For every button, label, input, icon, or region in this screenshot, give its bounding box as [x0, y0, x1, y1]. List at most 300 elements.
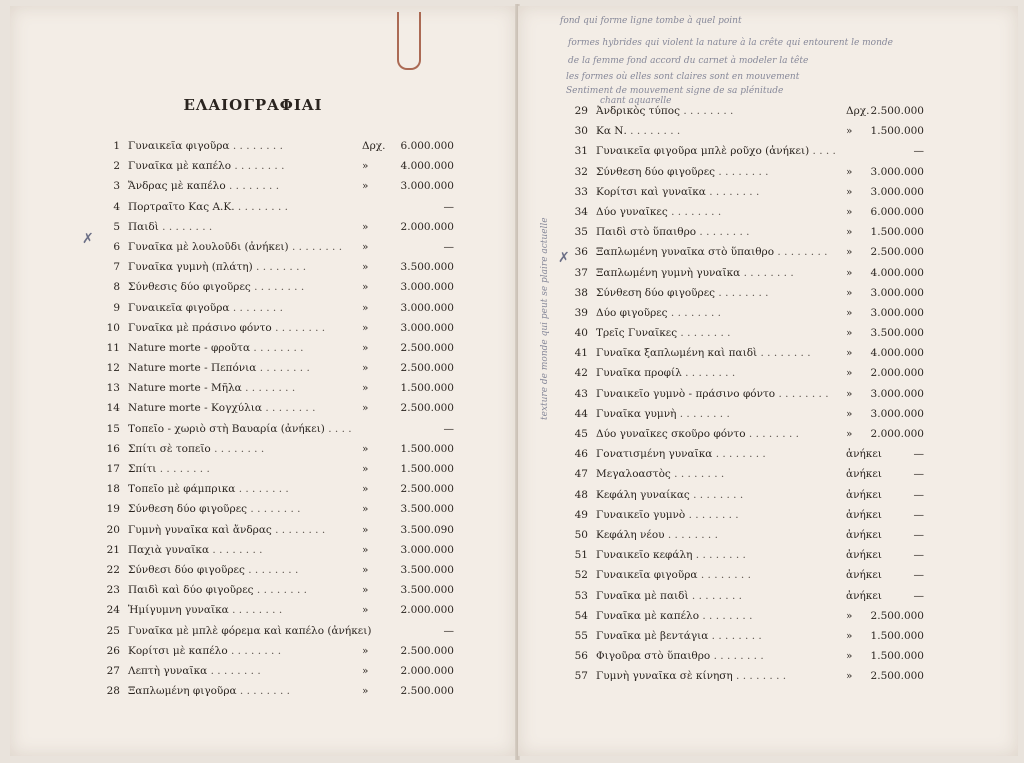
item-title: [128, 398, 315, 418]
item-number: 36: [574, 246, 588, 259]
item-title: [596, 363, 735, 383]
item-title: [596, 242, 827, 262]
leader-dots: . . . . . . . .: [715, 165, 769, 178]
item-number: 44: [574, 407, 588, 420]
item-title: [596, 646, 764, 666]
leader-dots: . . . . . . . .: [676, 407, 730, 420]
item-price: 3.500.000: [400, 261, 454, 274]
item-price: 3.000.000: [400, 281, 454, 294]
item-currency: »: [846, 226, 853, 239]
item-title-text: Σύνθεση δύο φιγοῦρες: [596, 165, 716, 178]
leader-dots: . . . . . . . .: [252, 261, 307, 274]
item-title: [596, 182, 759, 202]
item-number: 49: [574, 508, 588, 521]
item-currency: »: [846, 629, 853, 642]
item-number: 8: [113, 281, 120, 294]
item-price: 2.500.000: [400, 644, 454, 657]
item-price: 3.000.000: [870, 286, 924, 299]
item-number: 4: [113, 200, 120, 213]
item-currency: ἀνήκει: [846, 528, 882, 541]
item-number: 12: [106, 362, 120, 375]
item-title-text: Nature morte - φροῦτα: [128, 341, 251, 354]
item-title-text: Ἡμίγυμνη γυναῖκα: [128, 604, 229, 617]
item-number: 35: [574, 226, 588, 239]
item-price: 3.000.000: [870, 185, 924, 198]
item-number: 33: [574, 185, 588, 198]
item-price: 1.500.000: [870, 650, 924, 663]
list-item: [92, 499, 462, 519]
list-item: [560, 505, 940, 525]
item-title: [596, 222, 750, 242]
item-title: [128, 257, 306, 277]
item-price: 2.000.000: [400, 604, 454, 617]
item-title-text: Κα Ν.: [596, 125, 627, 138]
leader-dots: . . . . . . . .: [234, 200, 288, 213]
item-number: 53: [574, 589, 588, 602]
item-title-text: Γυναικεῖα φιγοῦρα: [128, 301, 230, 314]
list-item: [92, 176, 462, 196]
list-item: [92, 358, 462, 378]
item-title: [596, 505, 739, 525]
item-number: 40: [574, 327, 588, 340]
leader-dots: . . . . . . . .: [745, 428, 799, 440]
item-number: 30: [574, 125, 588, 138]
handwritten-note: chant aquarelle: [600, 96, 672, 106]
leader-dots: . . . . . . . .: [712, 448, 766, 461]
item-title-text: Κεφάλη γυναίκας: [596, 488, 690, 501]
item-price: 3.000.000: [870, 165, 924, 178]
item-price: —: [913, 549, 924, 562]
list-item: [560, 283, 940, 303]
item-title: [128, 156, 284, 176]
item-currency: »: [846, 306, 853, 319]
item-price: 4.000.000: [870, 266, 924, 279]
item-title-text: Μεγαλοαστὸς: [596, 468, 671, 481]
item-price: 3.500.000: [400, 563, 454, 576]
item-title: [128, 580, 307, 600]
list-item: [92, 318, 462, 338]
item-price: 4.000.000: [870, 347, 924, 360]
handwritten-note: texture de monde qui peut se plaire actuelle: [540, 217, 550, 420]
item-price: 1.500.000: [870, 125, 924, 138]
item-title-text: Γυναῖκα μὲ καπέλο: [128, 160, 232, 173]
item-number: 46: [574, 448, 588, 461]
item-currency: »: [846, 347, 853, 360]
item-number: 50: [574, 528, 588, 541]
leader-dots: . . . . . . . .: [207, 664, 261, 677]
item-number: 10: [106, 321, 120, 334]
item-currency: ἀνήκει: [846, 448, 882, 461]
item-title-text: Γυναικεῖα φιγοῦρα: [128, 140, 230, 152]
item-title-text: Γυναικεῖα φιγοῦρα μπλὲ ροῦχο (ἀνήκει): [596, 145, 810, 158]
item-number: 48: [574, 488, 588, 501]
item-price: —: [913, 528, 924, 541]
item-currency: ἀνήκει: [846, 549, 882, 562]
item-number: 21: [106, 543, 120, 556]
leader-dots: . . . . . . . .: [235, 483, 289, 496]
list-item: [560, 303, 940, 323]
list-item: [92, 459, 462, 479]
item-title-text: Γυναῖκα προφίλ: [596, 367, 682, 380]
handwritten-note: Sentiment de mouvement signe de sa plénitude: [566, 86, 784, 96]
item-currency: »: [362, 463, 369, 475]
item-currency: »: [362, 382, 369, 395]
list-item: [560, 586, 940, 606]
item-title: [128, 419, 352, 439]
item-currency: ἀνήκει: [846, 589, 882, 602]
item-number: 52: [574, 569, 588, 582]
item-title: [128, 479, 289, 499]
list-item: [560, 384, 940, 404]
leader-dots: . . . . . . . .: [692, 549, 746, 562]
item-price: —: [443, 200, 454, 213]
item-title-text: Γυμνὴ γυναῖκα καὶ ἄνδρας: [128, 523, 272, 536]
item-number: 28: [106, 685, 120, 698]
item-title-text: Σπίτι: [128, 463, 157, 475]
item-title: [596, 424, 799, 444]
item-price: 3.000.000: [400, 543, 454, 556]
item-price: 3.000.000: [870, 306, 924, 319]
item-title: [128, 298, 283, 318]
item-title-text: Γυναικεῖο κεφάλη: [596, 549, 693, 562]
list-item: [560, 545, 940, 565]
item-title: [596, 404, 730, 424]
list-item: [560, 242, 940, 262]
item-title: [596, 626, 762, 646]
item-currency: »: [846, 266, 853, 279]
leader-dots: . . . . . . . .: [271, 523, 326, 536]
item-number: 18: [106, 483, 120, 496]
item-number: 32: [574, 165, 588, 178]
item-currency: »: [846, 428, 853, 440]
list-item: [92, 257, 462, 277]
item-price: 6.000.000: [400, 140, 454, 152]
item-price: 2.500.000: [400, 362, 454, 375]
item-title: [596, 485, 743, 505]
list-item: [560, 525, 940, 545]
item-price: 2.500.000: [870, 609, 924, 622]
item-price: 3.000.000: [400, 301, 454, 314]
leader-dots: . . . . . . . .: [229, 140, 283, 152]
leader-dots: . . . . . . . .: [288, 240, 343, 253]
list-item: [560, 182, 940, 202]
item-price: —: [913, 488, 924, 501]
list-item: [560, 141, 940, 161]
item-currency: »: [362, 341, 369, 354]
leader-dots: . . . . . . . .: [250, 281, 305, 294]
item-price: 4.000.000: [400, 160, 454, 173]
list-item: [560, 666, 940, 686]
item-title-text: Nature morte - Κογχύλια: [128, 402, 263, 415]
item-title-text: Γυναῖκα μὲ βεντάγια: [596, 629, 709, 642]
item-price: 1.500.000: [400, 463, 454, 475]
item-title: [596, 525, 718, 545]
item-number: 2: [113, 160, 120, 173]
item-number: 55: [574, 629, 588, 642]
item-title-text: Nature morte - Μῆλα: [128, 382, 242, 395]
item-title: [128, 641, 281, 661]
handwritten-note: formes hybrides qui violent la nature à la crête qui entourent le monde: [568, 38, 893, 48]
item-currency: »: [362, 442, 369, 455]
item-title: [596, 121, 680, 141]
list-item: [560, 626, 940, 646]
item-currency: »: [362, 563, 369, 576]
item-number: 22: [106, 563, 120, 576]
item-currency: »: [846, 125, 853, 138]
item-currency: Δρχ.: [362, 140, 386, 152]
list-item: [560, 263, 940, 283]
leader-dots: . . . . . . . .: [262, 402, 316, 415]
item-number: 24: [106, 604, 120, 617]
item-price: 3.000.000: [870, 407, 924, 420]
item-number: 37: [574, 266, 588, 279]
item-price: 3.000.000: [870, 387, 924, 400]
item-currency: »: [362, 362, 369, 375]
item-title: [596, 565, 751, 585]
item-title-text: Γυναῖκα ξαπλωμένη καὶ παιδὶ: [596, 347, 758, 360]
item-currency: ἀνήκει: [846, 569, 882, 582]
leader-dots: . . . . . . . .: [156, 463, 210, 475]
item-title: [128, 439, 264, 459]
item-currency: »: [846, 246, 853, 259]
list-item: [92, 237, 462, 257]
leader-dots: . . . . . . . .: [229, 301, 283, 314]
item-number: 11: [106, 341, 120, 354]
item-number: 38: [574, 286, 588, 299]
item-price: 2.500.000: [400, 341, 454, 354]
handwritten-note: les formes où elles sont claires sont en mouvement: [566, 72, 800, 82]
item-number: 34: [574, 205, 588, 218]
leader-dots: . . . .: [324, 422, 352, 435]
item-title: [596, 545, 746, 565]
item-number: 51: [574, 549, 588, 562]
item-currency: »: [362, 664, 369, 677]
item-number: 1: [113, 140, 120, 152]
item-currency: »: [362, 240, 369, 253]
list-item: [92, 378, 462, 398]
item-title: [128, 338, 304, 358]
list-item: [560, 424, 940, 444]
item-title: [128, 520, 325, 540]
item-title-text: Γυναῖκα μὲ παιδὶ: [596, 589, 689, 602]
item-price: —: [443, 422, 454, 435]
item-price: 2.500.000: [870, 246, 924, 259]
leader-dots: . . . . . . . .: [664, 528, 718, 541]
item-title: [596, 323, 731, 343]
item-title-text: Τρεῖς Γυναῖκες: [596, 327, 678, 340]
list-item: [560, 202, 940, 222]
item-currency: »: [846, 367, 853, 380]
item-title-text: Γυναῖκα μὲ μπλὲ φόρεμα καὶ καπέλο (ἀνήκει): [128, 624, 372, 637]
leader-dots: . . . . . . . .: [757, 347, 811, 360]
leader-dots: . . . . . . . .: [256, 362, 310, 375]
item-price: 3.000.000: [400, 180, 454, 193]
list-item: [560, 565, 940, 585]
item-price: —: [913, 448, 924, 461]
item-title-text: Γυμνὴ γυναῖκα σὲ κίνηση: [596, 670, 733, 683]
item-currency: »: [362, 604, 369, 617]
item-number: 17: [106, 463, 120, 475]
leader-dots: . . . . . . . .: [228, 604, 283, 617]
item-title: [128, 681, 290, 701]
item-title: [128, 358, 310, 378]
item-currency: ἀνήκει: [846, 488, 882, 501]
item-title-text: Γυναικεῖο γυμνὸ: [596, 508, 686, 521]
item-title-text: Κεφάλη νέου: [596, 528, 665, 541]
item-price: —: [443, 624, 454, 637]
item-title: [128, 661, 261, 681]
list-item: [92, 419, 462, 439]
item-title-text: Γυναῖκα μὲ πράσινο φόντο: [128, 321, 272, 334]
item-title-text: Σύνθεση δύο φιγοῦρες: [128, 503, 248, 516]
item-number: 27: [106, 664, 120, 677]
list-item: [560, 222, 940, 242]
item-title: [128, 217, 212, 237]
item-currency: »: [362, 543, 369, 556]
list-item: [92, 661, 462, 681]
item-number: 16: [106, 442, 120, 455]
item-price: 3.000.000: [400, 321, 454, 334]
list-item: [560, 404, 940, 424]
item-title-text: Φιγοῦρα στὸ ὕπαιθρο: [596, 650, 711, 663]
list-item: [92, 580, 462, 600]
item-currency: »: [362, 281, 369, 294]
item-title: [596, 202, 721, 222]
item-title: [596, 464, 724, 484]
item-currency: »: [846, 286, 853, 299]
item-number: 47: [574, 468, 588, 481]
list-item: [92, 398, 462, 418]
leader-dots: . . . . . . . .: [715, 286, 769, 299]
item-title: [128, 176, 279, 196]
item-number: 39: [574, 306, 588, 319]
item-currency: »: [362, 180, 369, 193]
item-currency: ἀνήκει: [846, 468, 882, 481]
item-currency: »: [846, 165, 853, 178]
item-number: 23: [106, 584, 120, 597]
leader-dots: . . . . . . . .: [227, 644, 282, 657]
paper-clip-mark: [397, 12, 421, 70]
leader-dots: . . . . . . . .: [708, 629, 762, 642]
item-number: 20: [106, 523, 120, 536]
item-title-text: Ξαπλωμένη γυμνὴ γυναῖκα: [596, 266, 741, 279]
item-title-text: Σπίτι σὲ τοπεῖο: [128, 442, 211, 455]
item-currency: »: [846, 185, 853, 198]
item-currency: »: [362, 261, 369, 274]
leader-dots: . . . . . . . .: [732, 670, 787, 683]
leader-dots: . . . . . . . .: [253, 584, 307, 597]
item-price: 1.500.000: [400, 442, 454, 455]
item-currency: ἀνήκει: [846, 508, 882, 521]
item-title-text: Παιδὶ στὸ ὕπαιθρο: [596, 226, 697, 239]
item-title-text: Παιδὶ: [128, 220, 159, 233]
item-number: 9: [113, 301, 120, 314]
item-title: [128, 499, 300, 519]
item-number: 42: [574, 367, 588, 380]
leader-dots: . . . . . . . .: [667, 205, 722, 218]
list-item: [560, 343, 940, 363]
item-price: —: [913, 508, 924, 521]
leader-dots: . . . . . . . .: [670, 468, 725, 481]
item-title-text: Παιδὶ καὶ δύο φιγοῦρες: [128, 584, 254, 597]
item-currency: »: [846, 609, 853, 622]
item-number: 45: [574, 428, 588, 440]
item-title: [596, 666, 786, 686]
item-number: 54: [574, 609, 588, 622]
item-number: 43: [574, 387, 588, 400]
item-title-text: Τοπεῖο - χωριὸ στὴ Βαυαρία (ἀνήκει): [128, 422, 325, 435]
item-title: [128, 459, 210, 479]
leader-dots: . . . . . . . .: [231, 160, 285, 173]
list-item: [560, 606, 940, 626]
leader-dots: . . . . . . . .: [244, 563, 299, 576]
list-item: [560, 444, 940, 464]
item-number: 15: [106, 422, 120, 435]
item-price: —: [443, 240, 454, 253]
item-title-text: Κορίτσι καὶ γυναῖκα: [596, 185, 706, 198]
leader-dots: . . . . . . . .: [689, 488, 744, 501]
list-item: [92, 560, 462, 580]
list-item: [560, 464, 940, 484]
list-item: [560, 162, 940, 182]
item-number: 56: [574, 650, 588, 663]
item-title: [128, 540, 262, 560]
item-title-text: Ξαπλωμένη γυναῖκα στὸ ὕπαιθρο: [596, 246, 775, 259]
leader-dots: . . . . . . . .: [677, 327, 731, 340]
right-price-list: [560, 101, 940, 686]
item-currency: »: [362, 685, 369, 698]
item-currency: »: [362, 220, 369, 233]
list-item: [560, 363, 940, 383]
item-price: —: [913, 569, 924, 582]
item-number: 5: [113, 220, 120, 233]
item-price: 2.500.000: [400, 402, 454, 415]
item-title: [596, 141, 836, 161]
item-title-text: Κορίτσι μὲ καπέλο: [128, 644, 228, 657]
list-item: [92, 277, 462, 297]
item-title: [128, 621, 371, 641]
leader-dots: . . . . . . . .: [775, 387, 829, 400]
item-price: 3.500.090: [400, 523, 454, 536]
item-title-text: Γυναῖκα μὲ καπέλο: [596, 609, 700, 622]
item-currency: »: [362, 160, 369, 173]
item-number: 29: [574, 105, 588, 117]
item-price: 6.000.000: [870, 205, 924, 218]
list-item: [92, 540, 462, 560]
list-item: [560, 646, 940, 666]
item-title-text: Γυναῖκα γυμνὴ: [596, 407, 677, 420]
leader-dots: . . . . . . . .: [697, 569, 751, 582]
list-item: [92, 298, 462, 318]
item-currency: »: [362, 644, 369, 657]
cross-mark-icon: ✗: [558, 250, 570, 266]
item-title: [128, 197, 288, 217]
item-currency: »: [362, 483, 369, 496]
item-title-text: Γυναῖκα γυμνὴ (πλάτη): [128, 261, 253, 274]
leader-dots: . . . . . . . .: [250, 341, 304, 354]
list-item: [92, 681, 462, 701]
item-price: —: [913, 145, 924, 158]
item-title: [596, 384, 829, 404]
left-price-list: [92, 136, 462, 701]
leader-dots: . . . . . . . .: [247, 503, 301, 516]
leader-dots: . . . . . . . .: [688, 589, 742, 602]
item-title: [128, 318, 325, 338]
item-number: 19: [106, 503, 120, 516]
page-title: ΕΛΑΙΟΓΡΑΦΙΑΙ: [183, 96, 323, 114]
item-title: [128, 378, 295, 398]
item-price: —: [913, 468, 924, 481]
